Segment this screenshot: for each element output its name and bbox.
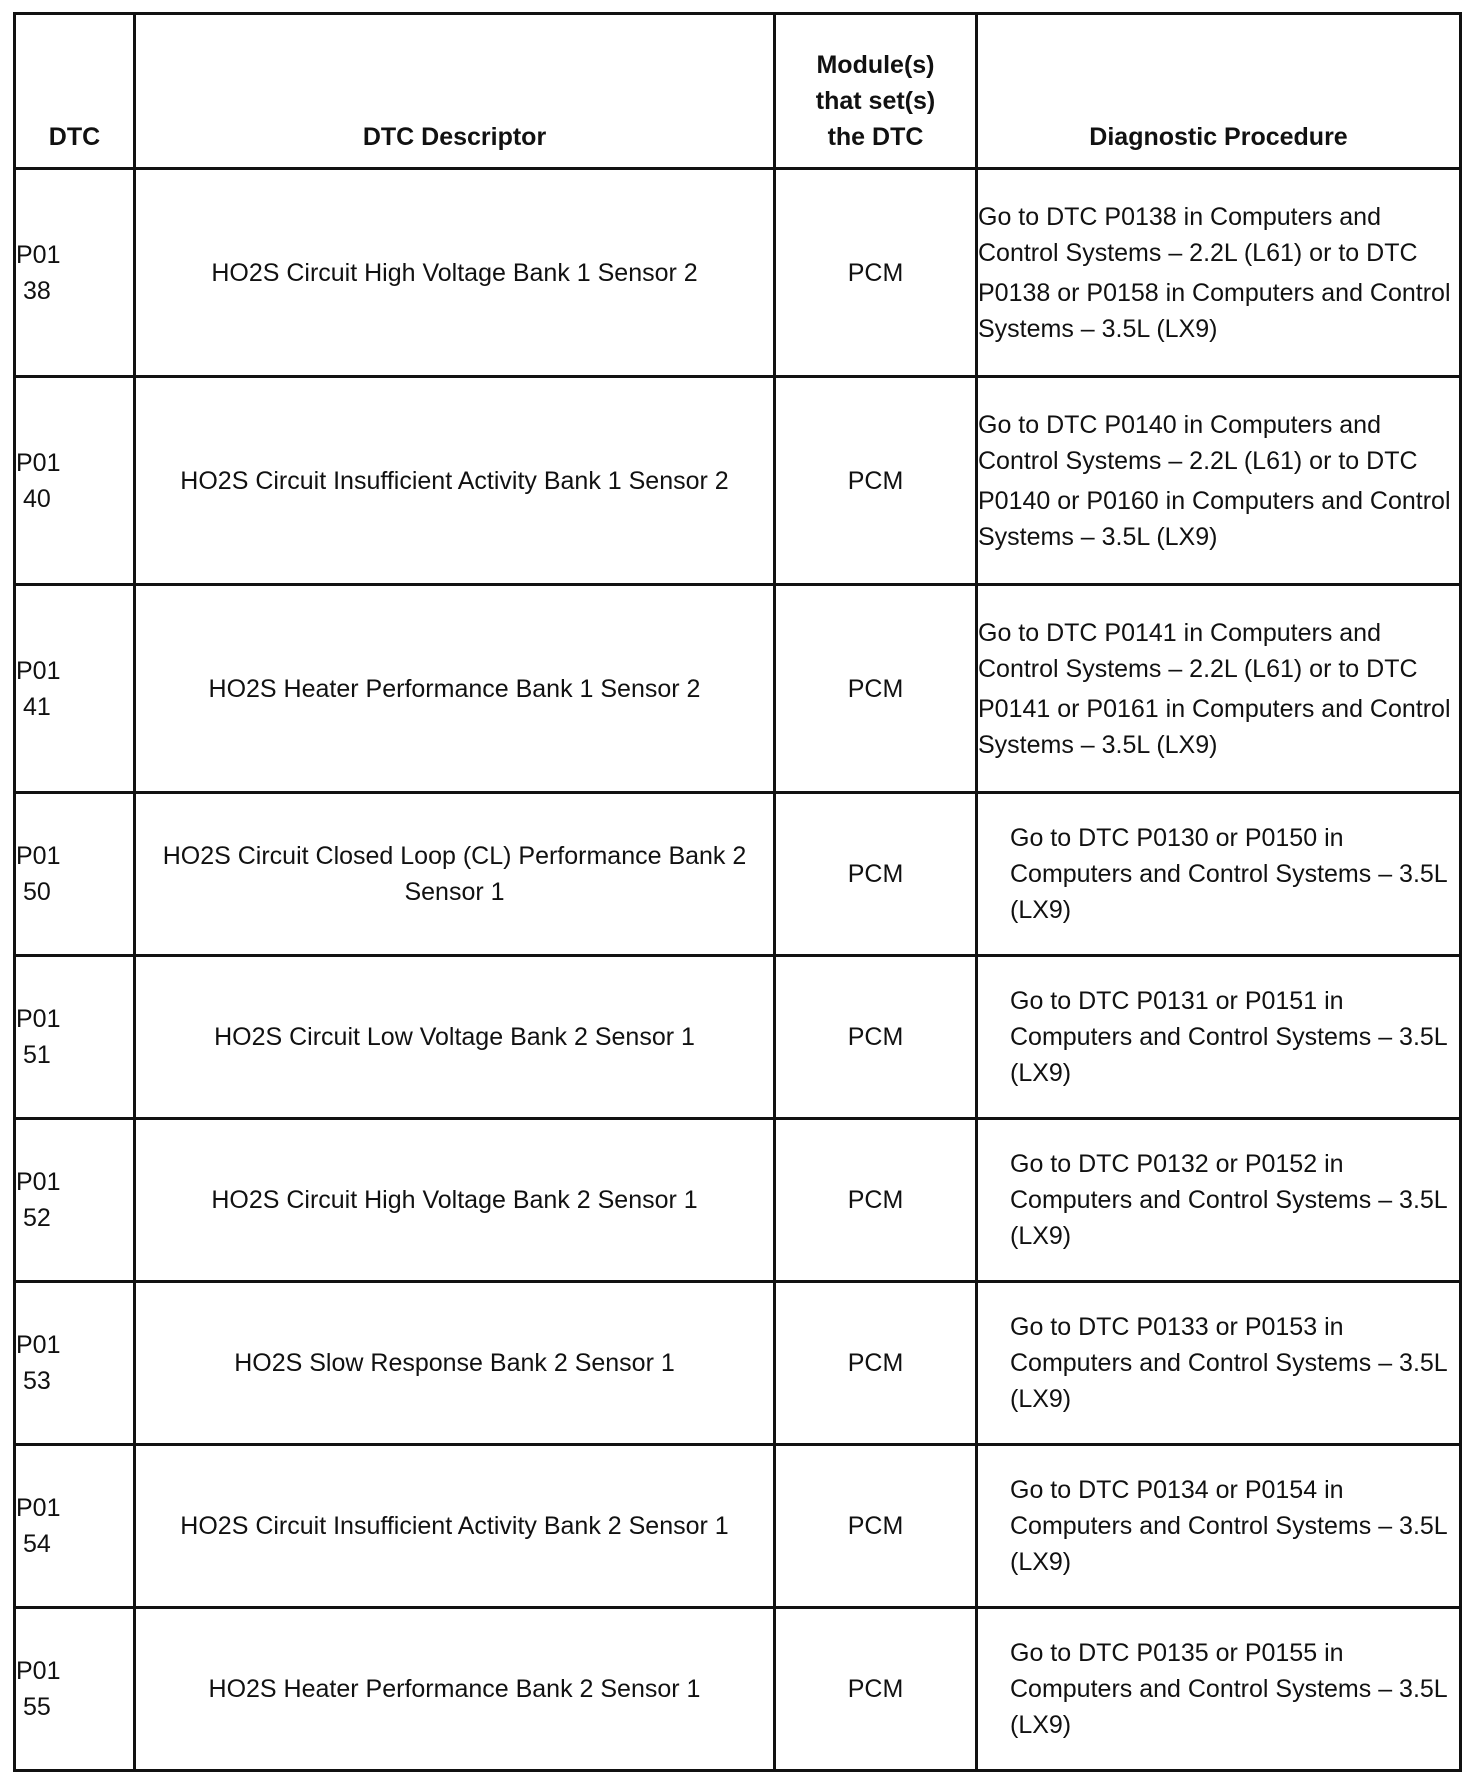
procedure-line: Go to DTC P0130 or P0150 in Computers and Control Systems – 3.5L (LX9) [1010,824,1447,924]
dtc-code-part: 51 [23,1041,51,1069]
dtc-code-part: P01 [16,1657,61,1685]
dtc-code [15,1608,135,1771]
table-row [15,585,1461,793]
procedure-line: Go to DTC P0141 in Computers and Control Systems – 2.2L (L61) or to DTC [978,618,1418,683]
dtc-code [15,585,135,793]
dtc-code-part: P01 [16,1005,61,1033]
dtc-code-part: 40 [23,484,51,513]
header-module [775,14,977,169]
dtc-descriptor: HO2S Circuit High Voltage Bank 1 Sensor 2 [135,169,775,377]
procedure-line: Go to DTC P0140 in Computers and Control Systems – 2.2L (L61) or to DTC [978,410,1418,475]
dtc-module: PCM [775,377,977,585]
dtc-code-part: P01 [16,1494,61,1522]
table-row [15,793,1461,956]
header-row [15,14,1461,169]
diagnostic-procedure [977,169,1461,377]
procedure-line: P0138 or P0158 in Computers and Control Systems – 3.5L (LX9) [978,278,1451,343]
header-module-line: the DTC [827,123,924,151]
diagnostic-procedure [977,1445,1461,1608]
dtc-code [15,956,135,1119]
dtc-code [15,1445,135,1608]
dtc-code [15,1282,135,1445]
procedure-line: Go to DTC P0134 or P0154 in Computers and Control Systems – 3.5L (LX9) [1010,1476,1447,1576]
dtc-descriptor: HO2S Circuit High Voltage Bank 2 Sensor 1 [135,1119,775,1282]
dtc-code-part: 55 [23,1693,51,1721]
dtc-module: PCM [775,1608,977,1771]
diagnostic-procedure [977,793,1461,956]
procedure-line: P0141 or P0161 in Computers and Control Systems – 3.5L (LX9) [978,694,1451,759]
dtc-module: PCM [775,956,977,1119]
procedure-line: Go to DTC P0133 or P0153 in Computers and Control Systems – 3.5L (LX9) [1010,1313,1447,1413]
dtc-code-part: P01 [16,448,61,477]
dtc-code-part: 53 [23,1367,51,1395]
diagnostic-procedure [977,585,1461,793]
diagnostic-procedure [977,1608,1461,1771]
dtc-code [15,377,135,585]
header-dtc: DTC [15,14,135,169]
header-module-line: Module(s) [816,51,935,79]
dtc-code-part: 41 [23,692,51,721]
header-module-line: that set(s) [815,87,936,115]
dtc-code [15,169,135,377]
dtc-code-part: 38 [23,276,51,305]
procedure-line: Go to DTC P0138 in Computers and Control Systems – 2.2L (L61) or to DTC [978,202,1418,267]
table-row [15,1445,1461,1608]
dtc-descriptor: HO2S Circuit Low Voltage Bank 2 Sensor 1 [135,956,775,1119]
table-row [15,1282,1461,1445]
diagnostic-procedure [977,1119,1461,1282]
dtc-descriptor: HO2S Circuit Closed Loop (CL) Performance Bank 2 Sensor 1 [135,793,775,956]
table-row [15,956,1461,1119]
dtc-code-part: 52 [23,1204,51,1232]
table-row [15,1119,1461,1282]
procedure-line: P0140 or P0160 in Computers and Control Systems – 3.5L (LX9) [978,486,1451,551]
procedure-line: Go to DTC P0132 or P0152 in Computers and Control Systems – 3.5L (LX9) [1010,1150,1447,1250]
dtc-code [15,1119,135,1282]
dtc-code-part: 54 [23,1530,51,1558]
dtc-descriptor: HO2S Heater Performance Bank 2 Sensor 1 [135,1608,775,1771]
dtc-descriptor: HO2S Circuit Insufficient Activity Bank 1 Sensor 2 [135,377,775,585]
diagnostic-procedure [977,956,1461,1119]
header-procedure: Diagnostic Procedure [977,14,1461,169]
dtc-module: PCM [775,169,977,377]
dtc-module: PCM [775,585,977,793]
dtc-module: PCM [775,1119,977,1282]
dtc-module: PCM [775,1445,977,1608]
procedure-line: Go to DTC P0135 or P0155 in Computers and Control Systems – 3.5L (LX9) [1010,1639,1447,1739]
table-row [15,1608,1461,1771]
dtc-module: PCM [775,793,977,956]
dtc-descriptor: HO2S Circuit Insufficient Activity Bank 2 Sensor 1 [135,1445,775,1608]
dtc-module: PCM [775,1282,977,1445]
dtc-code [15,793,135,956]
dtc-code-part: P01 [16,842,61,870]
dtc-descriptor: HO2S Slow Response Bank 2 Sensor 1 [135,1282,775,1445]
table-row [15,377,1461,585]
dtc-code-part: 50 [23,878,51,906]
diagnostic-procedure [977,377,1461,585]
dtc-table [13,12,1462,1772]
table-row [15,169,1461,377]
dtc-descriptor: HO2S Heater Performance Bank 1 Sensor 2 [135,585,775,793]
procedure-line: Go to DTC P0131 or P0151 in Computers and Control Systems – 3.5L (LX9) [1010,987,1447,1087]
dtc-code-part: P01 [16,656,61,685]
header-descriptor: DTC Descriptor [135,14,775,169]
diagnostic-procedure [977,1282,1461,1445]
dtc-code-part: P01 [16,1331,61,1359]
dtc-code-part: P01 [16,240,61,269]
dtc-code-part: P01 [16,1168,61,1196]
